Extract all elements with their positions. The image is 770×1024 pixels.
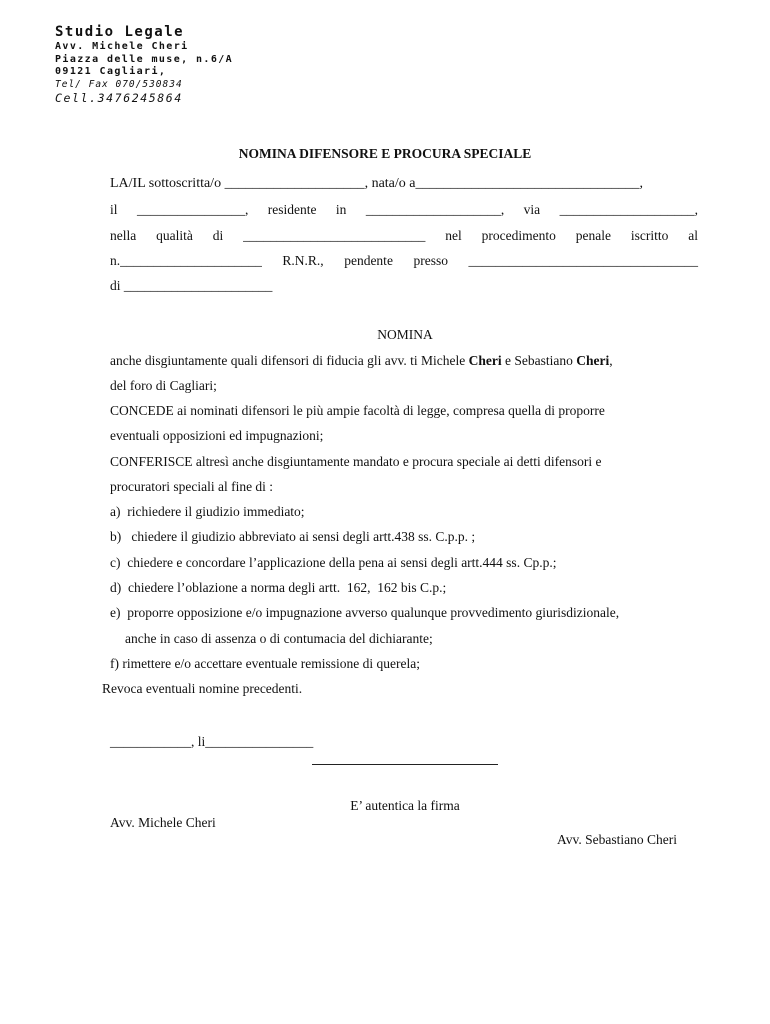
body-text: anche disgiuntamente quali difensori di fiducia gli avv. ti Michele [110, 353, 469, 368]
revoca-line: Revoca eventuali nomine precedenti. [102, 681, 303, 696]
body-paragraph-4: eventuali opposizioni ed impugnazioni; [110, 428, 324, 443]
body-paragraph-2: del foro di Cagliari; [110, 378, 217, 393]
body-paragraph-3: CONCEDE ai nominati difensori le più ampie facoltà di legge, compresa quella di proporre [110, 403, 605, 418]
signature-left: Avv. Michele Cheri [110, 815, 216, 830]
lawyer-name: Avv. Michele Cheri [55, 41, 189, 52]
surname-bold: Cheri [576, 353, 610, 368]
body-paragraph-6: procuratori speciali al fine di : [110, 479, 274, 494]
address-line: Piazza delle muse, n.6/A [55, 53, 234, 65]
nomina-heading: NOMINA [377, 327, 433, 342]
signature-right: Avv. Sebastiano Cheri [557, 832, 677, 847]
list-item-b: b) chiedere il giudizio abbreviato ai sensi degli artt.438 ss. C.p.p. ; [110, 529, 476, 544]
form-line-5: di ______________________ [110, 278, 273, 293]
list-item-e-continued: anche in caso di assenza o di contumacia del dichiarante; [125, 631, 433, 646]
telfax-line: Tel/ Fax 070/530834 [55, 78, 183, 90]
body-text: , [609, 353, 613, 368]
body-paragraph-5: CONFERISCE altresì anche disgiuntamente mandato e procura speciale ai detti difensori e [110, 454, 602, 469]
list-item-d: d) chiedere l’oblazione a norma degli artt. 162, 162 bis C.p.; [110, 580, 447, 595]
body-paragraph-1 [110, 353, 613, 369]
studio-name: Studio Legale [55, 24, 185, 40]
letterhead [55, 24, 233, 105]
form-line-3: nella qualità di ___________________________ nel procedimento penale iscritto al [110, 228, 698, 243]
place-date-field: ____________, li________________ [110, 734, 314, 749]
autentica-caption: E’ autentica la firma [350, 798, 460, 813]
signature-line [312, 764, 498, 765]
document-title: NOMINA DIFENSORE E PROCURA SPECIALE [238, 146, 532, 161]
body-text: e Sebastiano [501, 353, 577, 368]
city-line: 09121 Cagliari, [55, 66, 167, 77]
form-line-1: LA/IL sottoscritta/o ____________________, nata/o a________________________________, [110, 176, 643, 191]
form-line-2: il ________________, residente in ____________________, via ____________________, [110, 202, 698, 217]
list-item-e: e) proporre opposizione e/o impugnazione avverso qualunque provvedimento giurisdizionale, [110, 605, 620, 620]
list-item-c: c) chiedere e concordare l’applicazione della pena ai sensi degli artt.444 ss. Cp.p.; [110, 555, 557, 570]
surname-bold: Cheri [468, 353, 502, 368]
list-item-a: a) richiedere il giudizio immediato; [110, 504, 305, 519]
form-line-4: n._____________________ R.N.R., pendente presso __________________________________ [110, 253, 698, 268]
cell-line: Cell.3476245864 [55, 90, 183, 105]
list-item-f: f) rimettere e/o accettare eventuale remissione di querela; [110, 656, 420, 671]
